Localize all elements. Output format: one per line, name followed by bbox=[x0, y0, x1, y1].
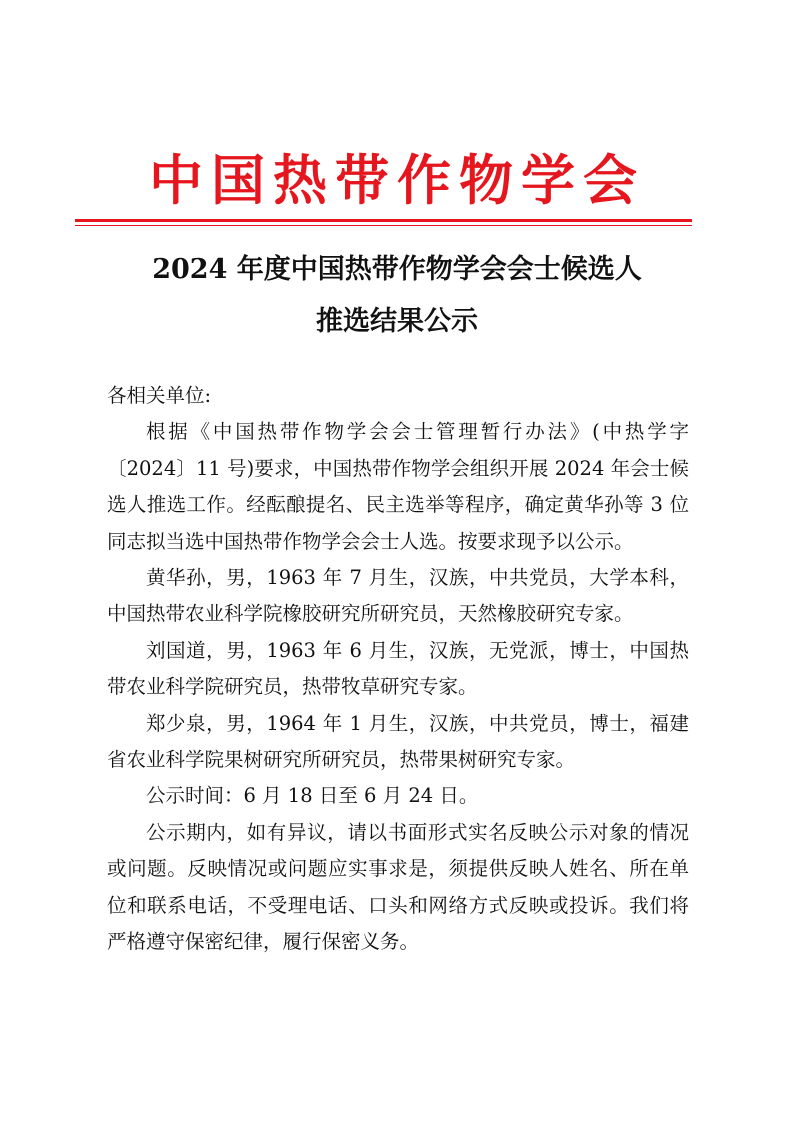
document-title-line1: 2024 年度中国热带作物学会会士候选人 bbox=[152, 254, 642, 285]
paragraph-candidate-zheng: 郑少泉，男，1964 年 1 月生，汉族，中共党员，博士，福建省农业科学院果树研究所研究员，热带果树研究专家。 bbox=[107, 711, 689, 772]
document-title-line2: 推选结果公示 bbox=[316, 306, 478, 337]
letterhead-divider-thick bbox=[75, 219, 692, 222]
salutation: 各相关单位: bbox=[107, 384, 212, 407]
paragraph-publicity-period: 公示时间：6 月 18 日至 6 月 24 日。 bbox=[146, 784, 479, 808]
paragraph-objection-notice: 公示期内，如有异议，请以书面形式实名反映公示对象的情况或问题。反映情况或问题应实事求是，须提供反映人姓名、所在单位和联系电话，不受理电话、口头和网络方式反映或投诉。我们将严格遵守保密纪律，履行保密义务。 bbox=[107, 820, 689, 954]
document-body bbox=[107, 378, 689, 961]
letterhead-org-name: 中国热带作物学会 bbox=[149, 148, 645, 212]
paragraph-candidate-huang: 黄华孙，男，1963 年 7 月生，汉族，中共党员，大学本科，中国热带农业科学院橡胶研究所研究员，天然橡胶研究专家。 bbox=[107, 566, 689, 626]
paragraph-candidate-liu: 刘国道，男，1963 年 6 月生，汉族，无党派，博士，中国热带农业科学院研究员，热带牧草研究专家。 bbox=[107, 638, 689, 699]
paragraph-basis: 根据《中国热带作物学会会士管理暂行办法》(中热学字〔2024〕11 号)要求，中国热带作物学会组织开展 2024 年会士候选人推选工作。经酝酿提名、民主选举等程序，确定黄华孙等 3 位同志拟当选中国热带作物学会会士人选。按要求现予以公示。 bbox=[107, 420, 689, 553]
letterhead-divider-thin bbox=[75, 225, 692, 226]
